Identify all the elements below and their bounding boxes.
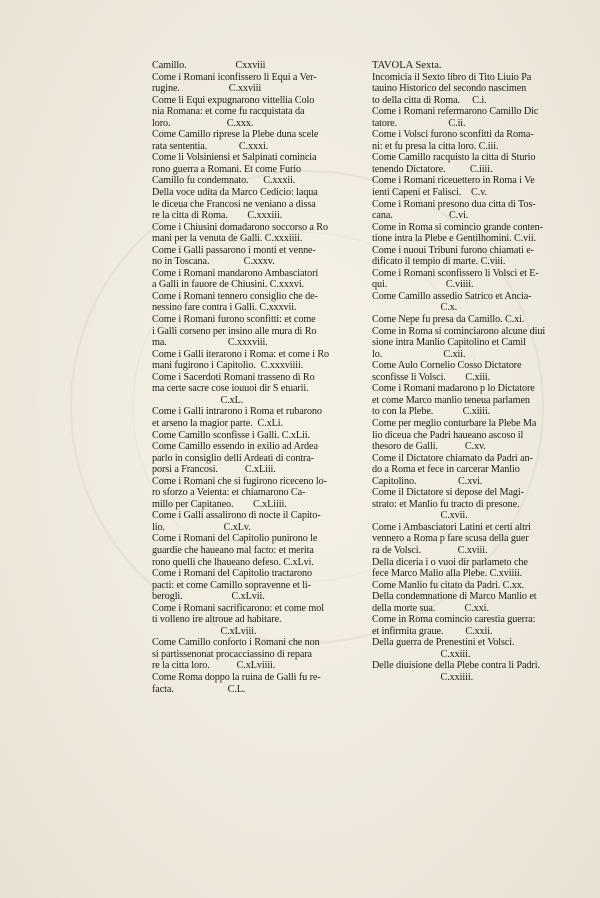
index-line: Come i Chiusini domadarono soccorso a Ro (152, 221, 328, 233)
index-line: i Galli corseno per insino alle mura di Ro (152, 325, 317, 337)
index-line: et infirmita graue. C.xxii. (372, 625, 493, 637)
index-line: porsi a Francosi. C.xLiii. (152, 464, 276, 476)
index-line: Come i Galli assalirono di nocte il Capito- (152, 510, 321, 522)
index-line: re la citta di Roma. C.xxxiii. (152, 210, 283, 222)
index-line: Come i Romani sacrificarono: et come mol (152, 602, 324, 614)
index-line: Della voce udita da Marco Cedicio: laqua (152, 187, 318, 199)
index-line: loro. C.xxx. (152, 117, 254, 129)
index-line: do a Roma et fece in carcerar Manlio (372, 464, 520, 476)
index-line: Come i Galli intrarono i Roma et rubarono (152, 406, 322, 418)
index-line: C.xxiii. (372, 648, 471, 660)
index-line: sconfisse li Volsci. C.xiii. (372, 371, 491, 383)
index-line: millo per Capitaneo. C.xLiiii. (152, 498, 287, 510)
index-line: lo. C.xii. (372, 348, 466, 360)
index-line: nia Romana: et come fu racquistata da (152, 106, 305, 118)
index-line: strato: et Manlio fu tracto di presone. (372, 498, 520, 510)
index-line: tauino Historico del secondo nascimen (372, 83, 527, 95)
index-line: Come i Sacerdoti Romani trasseno di Ro (152, 371, 315, 383)
index-line: Come Camillo racquisto la citta di Sturio (372, 152, 536, 164)
index-line: Come Camillo essendo in exilio ad Ardea (152, 441, 318, 453)
index-line: Come il Dictatore chiamato da Padri an- (372, 452, 533, 464)
index-line: Come i Romani tennero consiglio che de- (152, 290, 318, 302)
index-line: mani per la venuta de Galli. C.xxxiiii. (152, 233, 303, 245)
index-line: Come i Volsci furono sconfitti da Roma- (372, 129, 534, 141)
table-heading: TAVOLA Sexta. (372, 60, 442, 71)
index-line: Della condemnatione di Marco Manlio et (372, 591, 537, 603)
index-line: tatore. C.ii. (372, 117, 466, 129)
index-line: Camillo fu condemnato. C.xxxii. (152, 175, 296, 187)
index-line: tenendo Dictatore. C.iiii. (372, 163, 493, 175)
index-line: C.xvii. (372, 510, 468, 522)
index-line: rugine. C.xxviii (152, 83, 262, 95)
index-line: mani fugirono i Capitolio. C.xxxviiii. (152, 360, 304, 372)
index-line: facta. C.L. (152, 683, 246, 695)
index-line: Come i Romani refermarono Camillo Dic (372, 106, 539, 118)
index-line: C.x. (372, 302, 458, 314)
index-line: lio diceua che Padri haueano ascoso il (372, 429, 524, 441)
index-line: rata sententia. C.xxxi. (152, 140, 269, 152)
index-line: to con la Plebe. C.xiiii. (372, 406, 491, 418)
index-line: Come li Equi expugnarono vittellia Colo (152, 94, 315, 106)
index-line: Come i nuoui Tribuni furono chiamati e- (372, 244, 534, 256)
index-line: Come i Romani riceuettero in Roma i Ve (372, 175, 535, 187)
index-line: Come i Ambasciatori Latini et certi altri (372, 521, 531, 533)
index-line: Come i Romani furono sconfitti: et come (152, 314, 316, 326)
index-line: Come Roma doppo la ruina de Galli fu re- (152, 671, 321, 683)
index-line: Come i Galli iterarono i Roma: et come i Ro (152, 348, 330, 360)
index-line: ti volleno ire altroue ad habitare. (152, 614, 282, 626)
index-line: Come li Volsiniensi et Salpinati comincia (152, 152, 317, 164)
index-line: guardie che haueano mal facto: et merita (152, 544, 314, 556)
index-line: Come in Roma si comincio grande conten- (372, 221, 543, 233)
index-line: Come i Romani madarono p lo Dictatore (372, 383, 535, 395)
index-line: nessino fare contra i Galli. C.xxxvii. (152, 302, 297, 314)
index-line: sione intra Manlio Capitolino et Camil (372, 337, 526, 349)
index-line: Come in Roma comincio carestia guerra: (372, 614, 536, 626)
index-line: qui. C.viiii. (372, 279, 474, 291)
left-column (152, 60, 352, 695)
index-line: Come in Roma si cominciarono alcune diui (372, 325, 546, 337)
index-line: Come Manlio fu citato da Padri. C.xx. (372, 579, 525, 591)
index-line: C.xLviii. (152, 625, 257, 637)
right-column (372, 60, 577, 684)
index-line: Come Camillo sconfisse i Galli. C.xLii. (152, 429, 310, 441)
index-line: Come i Romani che si fugirono riceceno lo- (152, 475, 327, 487)
index-line: Come Camillo conforto i Romani che non (152, 637, 320, 649)
index-line: no in Toscana. C.xxxv. (152, 256, 275, 268)
index-line: Delle diuisione della Plebe contra li Padri. (372, 660, 540, 672)
index-line: fece Marco Malio alla Plebe. C.xviiii. (372, 568, 523, 580)
index-line: tione intra la Plebe e Gentilhomini. C.vii. (372, 233, 537, 245)
index-line: Incomicia il Sexto libro di Tito Liuio Pa (372, 71, 532, 83)
index-line: ienti Capeni et Falisci. C.v. (372, 187, 487, 199)
index-line: thesoro de Galli. C.xv. (372, 441, 486, 453)
index-line: della morte sua. C.xxi. (372, 602, 489, 614)
index-line: Come Nepe fu presa da Camillo. C.xi. (372, 314, 525, 326)
index-line: ro sforzo a Veienta: et chiamarono Ca- (152, 487, 306, 499)
index-line: Come Camillo riprese la Plebe duna scele (152, 129, 319, 141)
index-line: Come Camillo assedio Satrico et Ancia- (372, 290, 532, 302)
index-line: ra de Volsci. C.xviii. (372, 544, 488, 556)
index-line: vennero a Roma p fare scusa della guer (372, 533, 529, 545)
index-line: et arseno la magior parte. C.xLi. (152, 417, 283, 429)
index-line: Come Aulo Cornelio Cosso Dictatore (372, 360, 522, 372)
index-line: cana. C.vi. (372, 210, 469, 222)
index-line: Come il Dictatore si depose del Magi- (372, 487, 524, 499)
index-line: a Galli in fauore de Chiusini. C.xxxvi. (152, 279, 305, 291)
index-line: re la citta loro. C.xLviiii. (152, 660, 276, 672)
index-line: Come i Romani sconfissero li Volsci et E- (372, 267, 539, 279)
index-line: dificato il tempio di marte. C.viii. (372, 256, 506, 268)
index-line: ma. C.xxxviii. (152, 337, 268, 349)
index-line: Come i Romani presono dua citta di Tos- (372, 198, 536, 210)
index-line: le diceua che Francosi ne veniano a dissa (152, 198, 316, 210)
index-line: Della diceria i o vuoi dir parlameto che (372, 556, 528, 568)
index-line: pacti: et come Camillo sopravenne et li- (152, 579, 311, 591)
index-line: Capitolino. C.xvi. (372, 475, 483, 487)
index-line: rono quelli che lhaueano defeso. C.xLvi. (152, 556, 314, 568)
index-line: lio. C.xLv. (152, 521, 251, 533)
index-line: Come i Galli passarono i monti et venne- (152, 244, 316, 256)
index-line: Come i Romani del Capitolio tractarono (152, 568, 313, 580)
index-line: et come Marco manlio teneua parlamen (372, 394, 530, 406)
index-line: Come per meglio conturbare la Plebe Ma (372, 417, 537, 429)
index-line: parlo in consiglio delli Ardeati di contra- (152, 452, 315, 464)
index-line: Come i Romani mandarono Ambasciatori (152, 267, 319, 279)
index-line: C.xxiiii. (372, 671, 474, 683)
index-line: to della citta di Roma. C.i. (372, 94, 487, 106)
index-line: berogli. C.xLvii. (152, 591, 265, 603)
index-line: ma certe sacre cose iouuoi dir S etuarii. (152, 383, 309, 395)
index-line: Come i Romani del Capitolio punirono le (152, 533, 318, 545)
index-line: rono guerra a Romani. Et come Furio (152, 163, 301, 175)
index-line: C.xL. (152, 394, 244, 406)
right-column-lines (372, 72, 577, 684)
index-line: ni: et fu presa la citta loro. C.iii. (372, 140, 499, 152)
index-line: si partissenonat procacciassino di repara (152, 648, 312, 660)
index-line: Camillo. Cxxviii (152, 60, 266, 71)
index-line: Come i Romani iconfissero li Equi a Ver- (152, 71, 317, 83)
index-line: Della guerra de Prenestini et Volsci. (372, 637, 515, 649)
